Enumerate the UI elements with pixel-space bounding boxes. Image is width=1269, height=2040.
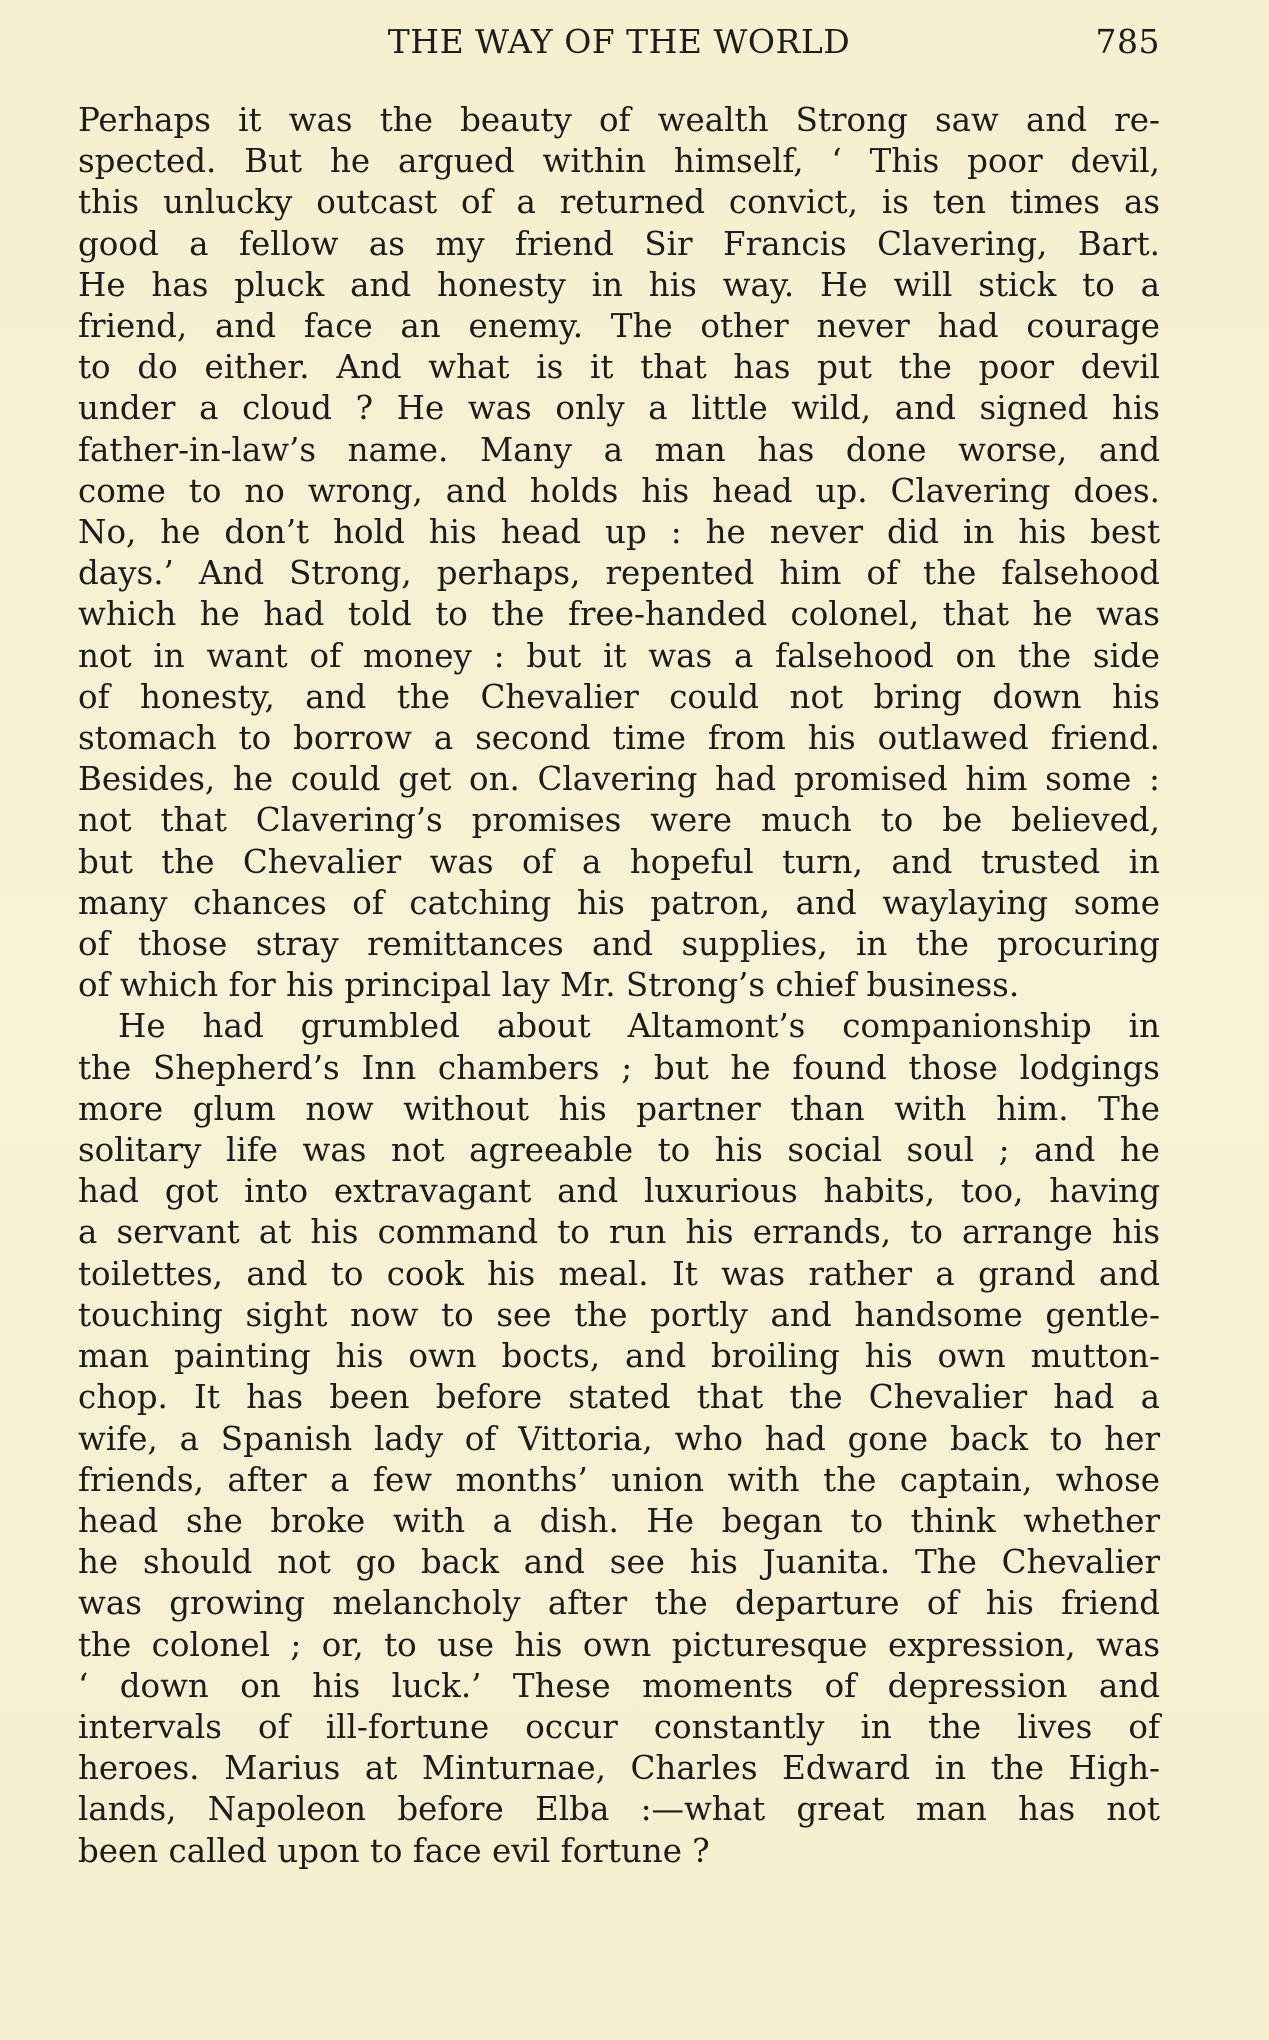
text-line: this unlucky outcast of a returned convict, is ten times as	[78, 183, 1160, 222]
paragraph-1	[78, 100, 1160, 1006]
text-line: wife, a Spanish lady of Vittoria, who had gone back to her	[78, 1419, 1160, 1458]
text-line: of honesty, and the Chevalier could not bring down his	[78, 677, 1160, 716]
text-line: he should not go back and see his Juanita. The Chevalier	[78, 1543, 1160, 1582]
text-line: a servant at his command to run his errands, to arrange his	[78, 1213, 1160, 1252]
text-line: not that Clavering’s promises were much to be believed,	[78, 801, 1160, 840]
text-line: days.’ And Strong, perhaps, repented him of the falsehood	[78, 554, 1160, 593]
text-line: man painting his own bocts, and broiling his own mutton-	[78, 1337, 1160, 1376]
text-line: toilettes, and to cook his meal. It was rather a grand and	[78, 1254, 1160, 1293]
page-number: 785	[1095, 22, 1160, 61]
text-line: ‘ down on his luck.’ These moments of depression and	[78, 1666, 1160, 1705]
text-line: the Shepherd’s Inn chambers ; but he found those lodgings	[78, 1048, 1160, 1087]
running-head	[78, 22, 1160, 66]
text-line: friend, and face an enemy. The other never had courage	[78, 307, 1160, 346]
text-line: not in want of money : but it was a falsehood on the side	[78, 636, 1160, 675]
text-line: under a cloud ? He was only a little wild, and signed his	[78, 389, 1160, 428]
text-line: come to no wrong, and holds his head up. Clavering does.	[78, 471, 1160, 510]
text-line: He has pluck and honesty in his way. He will stick to a	[78, 265, 1160, 304]
paragraph-2	[78, 1006, 1160, 1871]
text-line: good a fellow as my friend Sir Francis Clavering, Bart.	[78, 224, 1160, 263]
text-line: intervals of ill-fortune occur constantly in the lives of	[78, 1707, 1160, 1746]
text-line: solitary life was not agreeable to his social soul ; and he	[78, 1131, 1160, 1170]
text-line: chop. It has been before stated that the Chevalier had a	[78, 1378, 1160, 1417]
text-line: touching sight now to see the portly and handsome gentle-	[78, 1295, 1160, 1334]
text-line: lands, Napoleon before Elba :—what great man has not	[78, 1790, 1160, 1829]
text-line: father-in-law’s name. Many a man has done worse, and	[78, 430, 1160, 469]
text-line: He had grumbled about Altamont’s companionship in	[118, 1007, 1160, 1046]
text-line: many chances of catching his patron, and waylaying some	[78, 883, 1160, 922]
body-text	[78, 100, 1160, 1872]
text-line: had got into extravagant and luxurious habits, too, having	[78, 1172, 1160, 1211]
text-line: to do either. And what is it that has put the poor devil	[78, 348, 1160, 387]
text-line: which he had told to the free-handed colonel, that he was	[78, 595, 1160, 634]
text-line: No, he don’t hold his head up : he never did in his best	[78, 513, 1160, 552]
running-title: THE WAY OF THE WORLD	[387, 22, 851, 61]
text-line: more glum now without his partner than with him. The	[78, 1089, 1160, 1128]
text-line: head she broke with a dish. He began to think whether	[78, 1501, 1160, 1540]
text-line: heroes. Marius at Minturnae, Charles Edward in the High-	[78, 1749, 1160, 1788]
text-line: the colonel ; or, to use his own picturesque expression, was	[78, 1625, 1160, 1664]
text-line: of which for his principal lay Mr. Strong’s chief business.	[78, 966, 1020, 1005]
text-line: been called upon to face evil fortune ?	[78, 1831, 710, 1870]
text-line: was growing melancholy after the departure of his friend	[78, 1584, 1160, 1623]
text-line: stomach to borrow a second time from his outlawed friend.	[78, 719, 1160, 758]
text-line: Besides, he could get on. Clavering had promised him some :	[78, 760, 1160, 799]
text-line: but the Chevalier was of a hopeful turn, and trusted in	[78, 842, 1160, 881]
text-line: Perhaps it was the beauty of wealth Strong saw and re-	[78, 101, 1160, 139]
text-line: spected. But he argued within himself, ‘ This poor devil,	[78, 142, 1160, 181]
text-line: friends, after a few months’ union with the captain, whose	[78, 1460, 1160, 1499]
text-line: of those stray remittances and supplies, in the procuring	[78, 925, 1160, 964]
